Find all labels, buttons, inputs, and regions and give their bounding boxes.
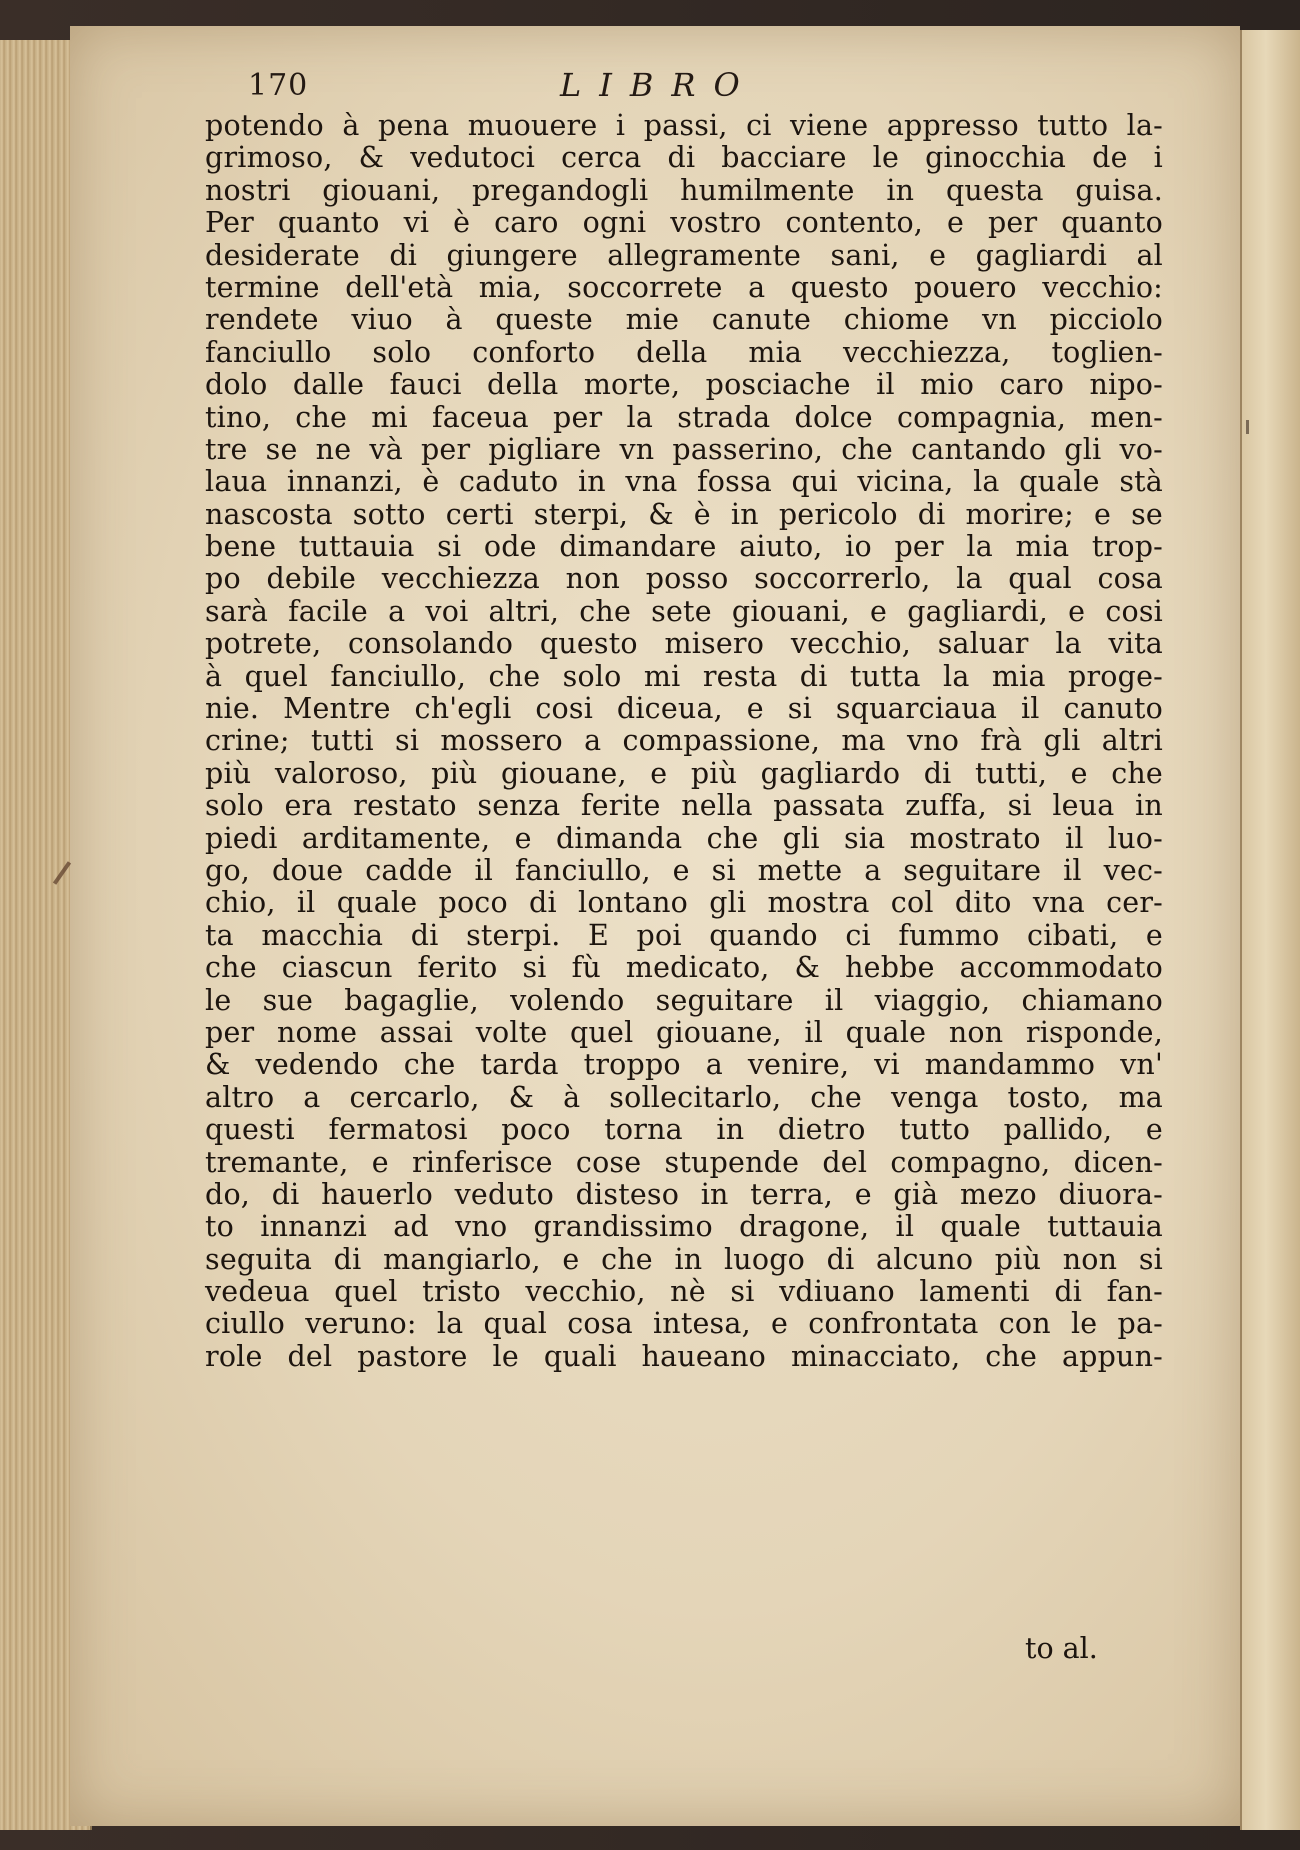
text-line: po debile vecchiezza non posso soccorrerlo, la qual cosa [205, 562, 1163, 596]
text-line: tino, che mi faceua per la strada dolce compagnia, men- [205, 400, 1163, 434]
text-line: & vedendo che tarda troppo a venire, vi mandammo vn' [205, 1048, 1163, 1082]
text-line: desiderate di giungere allegramente sani, e gagliardi al [205, 238, 1163, 272]
page-header [248, 68, 868, 112]
text-line: role del pastore le quali haueano minacciato, che appun- [205, 1339, 1163, 1373]
book-edge-right [1240, 30, 1300, 1830]
text-line: seguita di mangiarlo, e che in luogo di alcuno più non si [205, 1242, 1163, 1276]
text-line: chio, il quale poco di lontano gli mostra col dito vna cer- [205, 886, 1163, 920]
text-line: ta macchia di sterpi. E poi quando ci fummo cibati, e [205, 918, 1163, 952]
margin-tick-mark [1246, 420, 1249, 434]
text-line: tre se ne và per pigliare vn passerino, che cantando gli vo- [205, 432, 1163, 466]
text-line: piedi arditamente, e dimanda che gli sia mostrato il luo- [205, 821, 1163, 855]
text-line: per nome assai volte quel giouane, il quale non risponde, [205, 1015, 1163, 1049]
text-line: fanciullo solo conforto della mia vecchiezza, toglien- [205, 335, 1163, 369]
text-line: grimoso, & vedutoci cerca di bacciare le ginocchia de i [205, 141, 1163, 175]
text-line: che ciascun ferito si fù medicato, & hebbe accommodato [205, 951, 1163, 985]
text-line: ciullo veruno: la qual cosa intesa, e confrontata con le pa- [205, 1307, 1163, 1341]
text-line: bene tuttauia si ode dimandare aiuto, io per la mia trop- [205, 530, 1163, 564]
text-line: tremante, e rinferisce cose stupende del compagno, dicen- [205, 1145, 1163, 1179]
text-line: sarà facile a voi altri, che sete giouani, e gagliardi, e cosi [205, 594, 1163, 628]
text-line: potendo à pena muouere i passi, ci viene appresso tutto la- [205, 109, 1163, 142]
running-title: LIBRO [560, 66, 758, 104]
text-line: go, doue cadde il fanciullo, e si mette a seguitare il vec- [205, 853, 1163, 887]
text-line: più valoroso, più giouane, e più gagliardo di tutti, e che [205, 756, 1163, 790]
text-line: to innanzi ad vno grandissimo dragone, il quale tuttauia [205, 1210, 1163, 1244]
text-line: nostri giouani, pregandogli humilmente in questa guisa. [205, 173, 1163, 207]
text-line: questi fermatosi poco torna in dietro tutto pallido, e [205, 1113, 1163, 1147]
catchword: to al. [1025, 1632, 1098, 1665]
text-line: Per quanto vi è caro ogni vostro contento, e per quanto [205, 206, 1163, 240]
text-line: rendete viuo à queste mie canute chiome vn picciolo [205, 303, 1163, 337]
text-line: crine; tutti si mossero a compassione, ma vno frà gli altri [205, 724, 1163, 758]
text-line: vedeua quel tristo vecchio, nè si vdiuano lamenti di fan- [205, 1275, 1163, 1309]
text-line: à quel fanciullo, che solo mi resta di tutta la mia proge- [205, 659, 1163, 693]
text-line: solo era restato senza ferite nella passata zuffa, si leua in [205, 789, 1163, 823]
text-line: altro a cercarlo, & à sollecitarlo, che venga tosto, ma [205, 1080, 1163, 1114]
text-line: le sue bagaglie, volendo seguitare il viaggio, chiamano [205, 983, 1163, 1017]
page-number: 170 [248, 68, 309, 103]
text-line: nie. Mentre ch'egli cosi diceua, e si squarciaua il canuto [205, 692, 1163, 726]
text-line: termine dell'età mia, soccorrete a questo pouero vecchio: [205, 270, 1163, 304]
text-line: laua innanzi, è caduto in vna fossa qui vicina, la quale stà [205, 465, 1163, 499]
text-line: dolo dalle fauci della morte, posciache il mio caro nipo- [205, 368, 1163, 402]
text-line: nascosta sotto certi sterpi, & è in pericolo di morire; e se [205, 497, 1163, 531]
body-text [205, 110, 1163, 1373]
text-line: potrete, consolando questo misero vecchio, saluar la vita [205, 627, 1163, 661]
text-line: do, di hauerlo veduto disteso in terra, e già mezo diuora- [205, 1177, 1163, 1211]
